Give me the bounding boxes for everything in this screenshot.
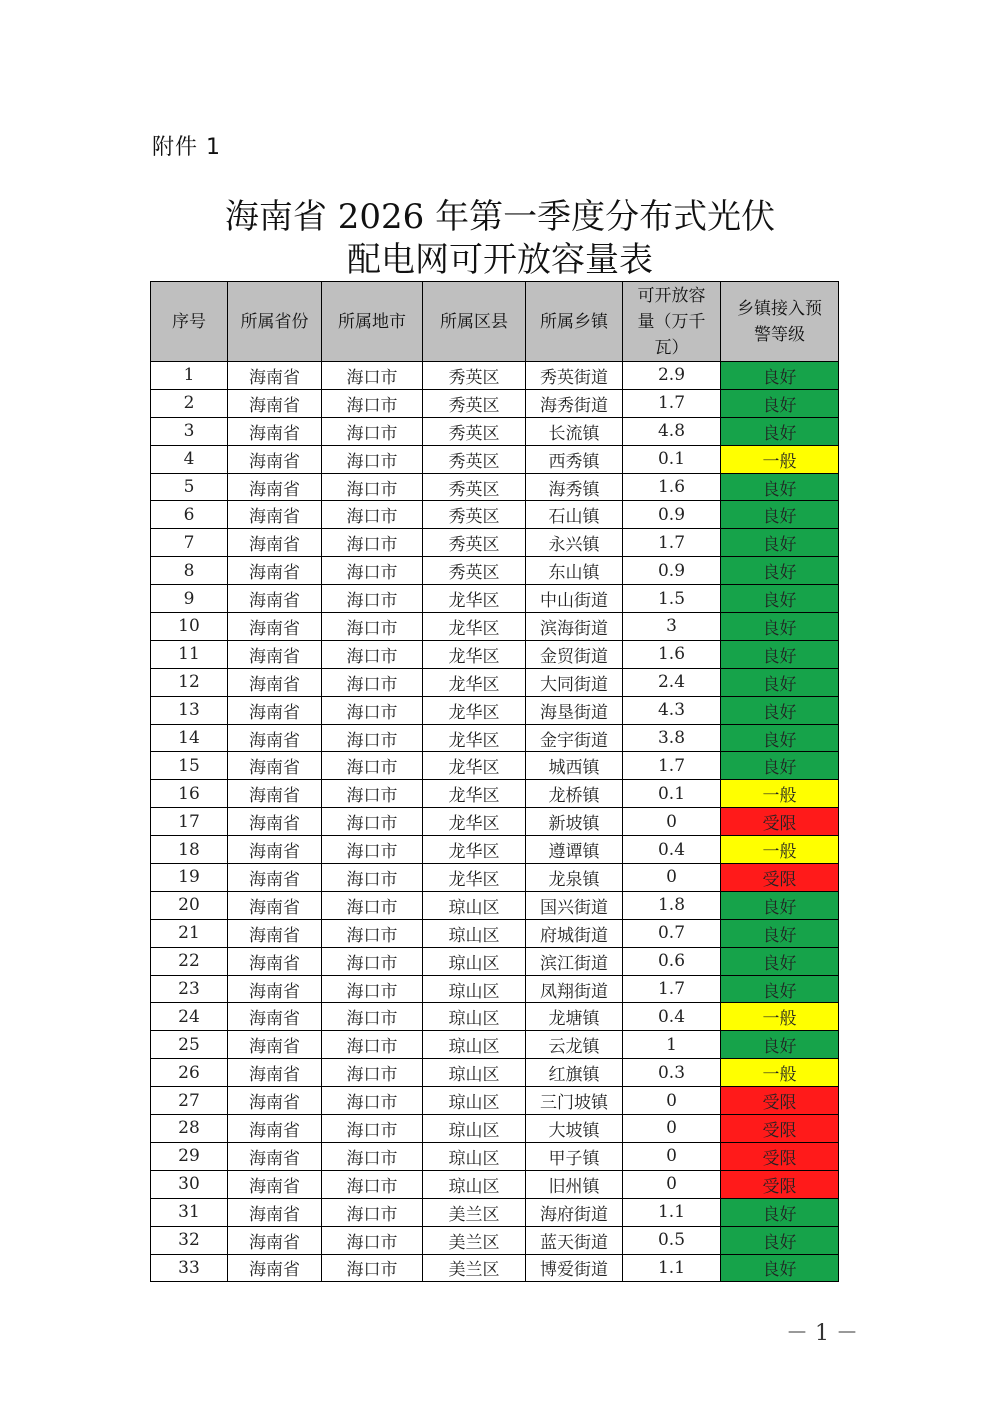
cell-township: 海秀镇: [526, 473, 623, 501]
cell-township: 三门坡镇: [526, 1087, 623, 1115]
cell-index: 12: [151, 668, 228, 696]
table-row: [151, 752, 839, 780]
cell-index: 20: [151, 891, 228, 919]
cell-index: 19: [151, 864, 228, 892]
cell-township: 海府街道: [526, 1198, 623, 1226]
cell-province: 海南省: [228, 585, 322, 613]
cell-capacity: 0: [623, 864, 721, 892]
cell-warning-level: 良好: [721, 1226, 839, 1254]
cell-province: 海南省: [228, 362, 322, 390]
cell-city: 海口市: [322, 836, 423, 864]
cell-warning-level: 受限: [721, 1115, 839, 1143]
cell-province: 海南省: [228, 808, 322, 836]
cell-warning-level: 良好: [721, 724, 839, 752]
table-row: [151, 557, 839, 585]
cell-province: 海南省: [228, 1087, 322, 1115]
cell-warning-level: 良好: [721, 1254, 839, 1282]
cell-province: 海南省: [228, 529, 322, 557]
cell-city: 海口市: [322, 389, 423, 417]
cell-township: 府城街道: [526, 919, 623, 947]
table-body: [151, 362, 839, 1282]
cell-district: 龙华区: [423, 836, 526, 864]
attachment-label: 附件 1: [152, 135, 221, 160]
cell-province: 海南省: [228, 501, 322, 529]
cell-index: 29: [151, 1142, 228, 1170]
cell-district: 秀英区: [423, 473, 526, 501]
cell-warning-level: 良好: [721, 529, 839, 557]
cell-capacity: 0.9: [623, 557, 721, 585]
cell-city: 海口市: [322, 864, 423, 892]
cell-capacity: 0: [623, 1115, 721, 1143]
cell-district: 琼山区: [423, 1059, 526, 1087]
cell-district: 龙华区: [423, 808, 526, 836]
cell-township: 城西镇: [526, 752, 623, 780]
cell-capacity: 1.1: [623, 1254, 721, 1282]
cell-index: 23: [151, 975, 228, 1003]
cell-capacity: 1.1: [623, 1198, 721, 1226]
header-township: 所属乡镇: [526, 282, 623, 362]
cell-warning-level: 良好: [721, 417, 839, 445]
cell-district: 琼山区: [423, 891, 526, 919]
cell-city: 海口市: [322, 1031, 423, 1059]
header-capacity: 可开放容量（万千瓦）: [623, 282, 721, 362]
header-city: 所属地市: [322, 282, 423, 362]
table-row: [151, 1198, 839, 1226]
cell-township: 中山街道: [526, 585, 623, 613]
cell-index: 3: [151, 417, 228, 445]
cell-district: 琼山区: [423, 1031, 526, 1059]
cell-district: 龙华区: [423, 724, 526, 752]
cell-township: 龙桥镇: [526, 780, 623, 808]
cell-capacity: 0: [623, 1087, 721, 1115]
cell-warning-level: 良好: [721, 585, 839, 613]
table-row: [151, 1087, 839, 1115]
table-row: [151, 1254, 839, 1282]
cell-township: 龙泉镇: [526, 864, 623, 892]
cell-district: 龙华区: [423, 640, 526, 668]
cell-index: 14: [151, 724, 228, 752]
table-row: [151, 1031, 839, 1059]
cell-warning-level: 良好: [721, 501, 839, 529]
cell-district: 龙华区: [423, 585, 526, 613]
cell-city: 海口市: [322, 362, 423, 390]
table-row: [151, 919, 839, 947]
cell-district: 龙华区: [423, 668, 526, 696]
cell-city: 海口市: [322, 1198, 423, 1226]
cell-warning-level: 一般: [721, 445, 839, 473]
cell-province: 海南省: [228, 1059, 322, 1087]
cell-province: 海南省: [228, 919, 322, 947]
cell-warning-level: 一般: [721, 1059, 839, 1087]
cell-township: 蓝天街道: [526, 1226, 623, 1254]
cell-index: 30: [151, 1170, 228, 1198]
cell-district: 龙华区: [423, 864, 526, 892]
cell-city: 海口市: [322, 473, 423, 501]
cell-warning-level: 良好: [721, 947, 839, 975]
cell-index: 18: [151, 836, 228, 864]
document-title-line1: 海南省 2026 年第一季度分布式光伏: [224, 197, 776, 237]
cell-township: 旧州镇: [526, 1170, 623, 1198]
cell-warning-level: 一般: [721, 780, 839, 808]
cell-township: 博爱街道: [526, 1254, 623, 1282]
cell-warning-level: 受限: [721, 1170, 839, 1198]
table-row: [151, 362, 839, 390]
cell-township: 长流镇: [526, 417, 623, 445]
cell-township: 凤翔街道: [526, 975, 623, 1003]
cell-index: 33: [151, 1254, 228, 1282]
table-row: [151, 724, 839, 752]
cell-city: 海口市: [322, 1059, 423, 1087]
header-index: 序号: [151, 282, 228, 362]
cell-index: 2: [151, 389, 228, 417]
cell-township: 西秀镇: [526, 445, 623, 473]
cell-capacity: 0.9: [623, 501, 721, 529]
cell-capacity: 1.6: [623, 640, 721, 668]
cell-warning-level: 良好: [721, 1031, 839, 1059]
cell-capacity: 1: [623, 1031, 721, 1059]
cell-warning-level: 良好: [721, 696, 839, 724]
cell-city: 海口市: [322, 919, 423, 947]
table-row: [151, 975, 839, 1003]
cell-province: 海南省: [228, 752, 322, 780]
cell-index: 11: [151, 640, 228, 668]
cell-province: 海南省: [228, 891, 322, 919]
cell-capacity: 0.1: [623, 445, 721, 473]
cell-province: 海南省: [228, 668, 322, 696]
cell-district: 秀英区: [423, 529, 526, 557]
cell-index: 26: [151, 1059, 228, 1087]
cell-warning-level: 良好: [721, 640, 839, 668]
cell-capacity: 1.6: [623, 473, 721, 501]
cell-index: 31: [151, 1198, 228, 1226]
cell-district: 秀英区: [423, 417, 526, 445]
cell-province: 海南省: [228, 836, 322, 864]
cell-district: 秀英区: [423, 501, 526, 529]
cell-city: 海口市: [322, 1003, 423, 1031]
table-row: [151, 1226, 839, 1254]
cell-capacity: 0.4: [623, 1003, 721, 1031]
cell-province: 海南省: [228, 557, 322, 585]
table-row: [151, 417, 839, 445]
cell-township: 海秀街道: [526, 389, 623, 417]
cell-city: 海口市: [322, 613, 423, 641]
table-row: [151, 1170, 839, 1198]
cell-province: 海南省: [228, 947, 322, 975]
cell-capacity: 1.7: [623, 389, 721, 417]
header-province: 所属省份: [228, 282, 322, 362]
cell-township: 永兴镇: [526, 529, 623, 557]
cell-township: 海垦街道: [526, 696, 623, 724]
cell-city: 海口市: [322, 1170, 423, 1198]
cell-district: 秀英区: [423, 445, 526, 473]
cell-city: 海口市: [322, 557, 423, 585]
cell-warning-level: 良好: [721, 668, 839, 696]
cell-warning-level: 良好: [721, 1198, 839, 1226]
cell-province: 海南省: [228, 1170, 322, 1198]
cell-district: 琼山区: [423, 1115, 526, 1143]
cell-capacity: 0.4: [623, 836, 721, 864]
table-row: [151, 808, 839, 836]
table-row: [151, 640, 839, 668]
cell-index: 27: [151, 1087, 228, 1115]
cell-city: 海口市: [322, 1226, 423, 1254]
cell-district: 秀英区: [423, 557, 526, 585]
cell-township: 龙塘镇: [526, 1003, 623, 1031]
cell-city: 海口市: [322, 1254, 423, 1282]
table-row: [151, 1059, 839, 1087]
header-district: 所属区县: [423, 282, 526, 362]
cell-warning-level: 良好: [721, 752, 839, 780]
cell-district: 龙华区: [423, 696, 526, 724]
cell-city: 海口市: [322, 724, 423, 752]
cell-township: 石山镇: [526, 501, 623, 529]
cell-capacity: 4.8: [623, 417, 721, 445]
cell-capacity: 1.7: [623, 529, 721, 557]
cell-province: 海南省: [228, 1003, 322, 1031]
cell-township: 甲子镇: [526, 1142, 623, 1170]
cell-city: 海口市: [322, 640, 423, 668]
table-row: [151, 891, 839, 919]
cell-province: 海南省: [228, 1254, 322, 1282]
cell-province: 海南省: [228, 724, 322, 752]
cell-district: 龙华区: [423, 613, 526, 641]
cell-index: 24: [151, 1003, 228, 1031]
cell-province: 海南省: [228, 389, 322, 417]
cell-township: 遵谭镇: [526, 836, 623, 864]
cell-district: 琼山区: [423, 1170, 526, 1198]
cell-capacity: 4.3: [623, 696, 721, 724]
table-row: [151, 1115, 839, 1143]
table-row: [151, 947, 839, 975]
cell-capacity: 0: [623, 1170, 721, 1198]
cell-capacity: 0.7: [623, 919, 721, 947]
cell-province: 海南省: [228, 445, 322, 473]
cell-capacity: 0: [623, 1142, 721, 1170]
cell-capacity: 1.7: [623, 975, 721, 1003]
table-row: [151, 864, 839, 892]
cell-capacity: 0.3: [623, 1059, 721, 1087]
cell-city: 海口市: [322, 752, 423, 780]
cell-township: 红旗镇: [526, 1059, 623, 1087]
cell-district: 美兰区: [423, 1198, 526, 1226]
cell-capacity: 1.5: [623, 585, 721, 613]
cell-index: 17: [151, 808, 228, 836]
cell-province: 海南省: [228, 696, 322, 724]
cell-warning-level: 受限: [721, 808, 839, 836]
cell-district: 龙华区: [423, 780, 526, 808]
cell-index: 7: [151, 529, 228, 557]
cell-province: 海南省: [228, 1226, 322, 1254]
cell-warning-level: 良好: [721, 473, 839, 501]
cell-city: 海口市: [322, 501, 423, 529]
cell-district: 琼山区: [423, 947, 526, 975]
document-title-line2: 配电网可开放容量表: [347, 240, 653, 280]
cell-district: 秀英区: [423, 362, 526, 390]
cell-capacity: 1.7: [623, 752, 721, 780]
table-row: [151, 445, 839, 473]
cell-city: 海口市: [322, 585, 423, 613]
cell-province: 海南省: [228, 780, 322, 808]
cell-capacity: 1.8: [623, 891, 721, 919]
cell-district: 秀英区: [423, 389, 526, 417]
cell-index: 5: [151, 473, 228, 501]
cell-warning-level: 受限: [721, 864, 839, 892]
cell-province: 海南省: [228, 640, 322, 668]
cell-city: 海口市: [322, 1115, 423, 1143]
cell-province: 海南省: [228, 473, 322, 501]
cell-township: 滨江街道: [526, 947, 623, 975]
cell-township: 金贸街道: [526, 640, 623, 668]
cell-index: 9: [151, 585, 228, 613]
cell-capacity: 2.9: [623, 362, 721, 390]
cell-district: 琼山区: [423, 975, 526, 1003]
cell-city: 海口市: [322, 1142, 423, 1170]
cell-city: 海口市: [322, 696, 423, 724]
capacity-table: [150, 281, 839, 1282]
cell-province: 海南省: [228, 975, 322, 1003]
cell-province: 海南省: [228, 1198, 322, 1226]
cell-index: 10: [151, 613, 228, 641]
cell-district: 美兰区: [423, 1226, 526, 1254]
cell-index: 22: [151, 947, 228, 975]
cell-city: 海口市: [322, 1087, 423, 1115]
cell-index: 16: [151, 780, 228, 808]
cell-index: 1: [151, 362, 228, 390]
cell-capacity: 0: [623, 808, 721, 836]
table-row: [151, 780, 839, 808]
cell-warning-level: 良好: [721, 891, 839, 919]
table-row: [151, 668, 839, 696]
cell-capacity: 0.5: [623, 1226, 721, 1254]
cell-warning-level: 一般: [721, 1003, 839, 1031]
cell-city: 海口市: [322, 947, 423, 975]
cell-warning-level: 一般: [721, 836, 839, 864]
cell-city: 海口市: [322, 975, 423, 1003]
cell-capacity: 3.8: [623, 724, 721, 752]
cell-warning-level: 受限: [721, 1142, 839, 1170]
table-row: [151, 389, 839, 417]
cell-index: 6: [151, 501, 228, 529]
cell-township: 滨海街道: [526, 613, 623, 641]
page-number: － 1 －: [786, 1321, 858, 1346]
cell-warning-level: 受限: [721, 1087, 839, 1115]
cell-city: 海口市: [322, 445, 423, 473]
table-row: [151, 1003, 839, 1031]
cell-district: 美兰区: [423, 1254, 526, 1282]
cell-city: 海口市: [322, 808, 423, 836]
cell-index: 28: [151, 1115, 228, 1143]
cell-warning-level: 良好: [721, 389, 839, 417]
table-row: [151, 529, 839, 557]
table-row: [151, 696, 839, 724]
cell-township: 大同街道: [526, 668, 623, 696]
cell-district: 琼山区: [423, 919, 526, 947]
cell-district: 琼山区: [423, 1087, 526, 1115]
cell-township: 大坡镇: [526, 1115, 623, 1143]
cell-capacity: 2.4: [623, 668, 721, 696]
cell-capacity: 0.1: [623, 780, 721, 808]
cell-index: 32: [151, 1226, 228, 1254]
cell-province: 海南省: [228, 1115, 322, 1143]
cell-district: 龙华区: [423, 752, 526, 780]
cell-district: 琼山区: [423, 1142, 526, 1170]
table-row: [151, 585, 839, 613]
cell-index: 8: [151, 557, 228, 585]
cell-index: 13: [151, 696, 228, 724]
cell-city: 海口市: [322, 668, 423, 696]
cell-province: 海南省: [228, 1142, 322, 1170]
cell-index: 25: [151, 1031, 228, 1059]
cell-warning-level: 良好: [721, 613, 839, 641]
cell-township: 金宇街道: [526, 724, 623, 752]
cell-index: 21: [151, 919, 228, 947]
cell-township: 云龙镇: [526, 1031, 623, 1059]
cell-warning-level: 良好: [721, 362, 839, 390]
cell-warning-level: 良好: [721, 975, 839, 1003]
table-row: [151, 501, 839, 529]
cell-township: 东山镇: [526, 557, 623, 585]
cell-capacity: 3: [623, 613, 721, 641]
cell-township: 国兴街道: [526, 891, 623, 919]
cell-city: 海口市: [322, 891, 423, 919]
cell-district: 琼山区: [423, 1003, 526, 1031]
cell-city: 海口市: [322, 417, 423, 445]
cell-warning-level: 良好: [721, 919, 839, 947]
cell-province: 海南省: [228, 1031, 322, 1059]
cell-index: 4: [151, 445, 228, 473]
cell-index: 15: [151, 752, 228, 780]
cell-warning-level: 良好: [721, 557, 839, 585]
table-row: [151, 613, 839, 641]
table-row: [151, 1142, 839, 1170]
cell-township: 新坡镇: [526, 808, 623, 836]
cell-city: 海口市: [322, 529, 423, 557]
header-warning-level: 乡镇接入预警等级: [721, 282, 839, 362]
cell-township: 秀英街道: [526, 362, 623, 390]
cell-capacity: 0.6: [623, 947, 721, 975]
cell-province: 海南省: [228, 864, 322, 892]
cell-province: 海南省: [228, 417, 322, 445]
cell-province: 海南省: [228, 613, 322, 641]
cell-city: 海口市: [322, 780, 423, 808]
table-header-row: [151, 282, 839, 362]
table-row: [151, 473, 839, 501]
table-row: [151, 836, 839, 864]
